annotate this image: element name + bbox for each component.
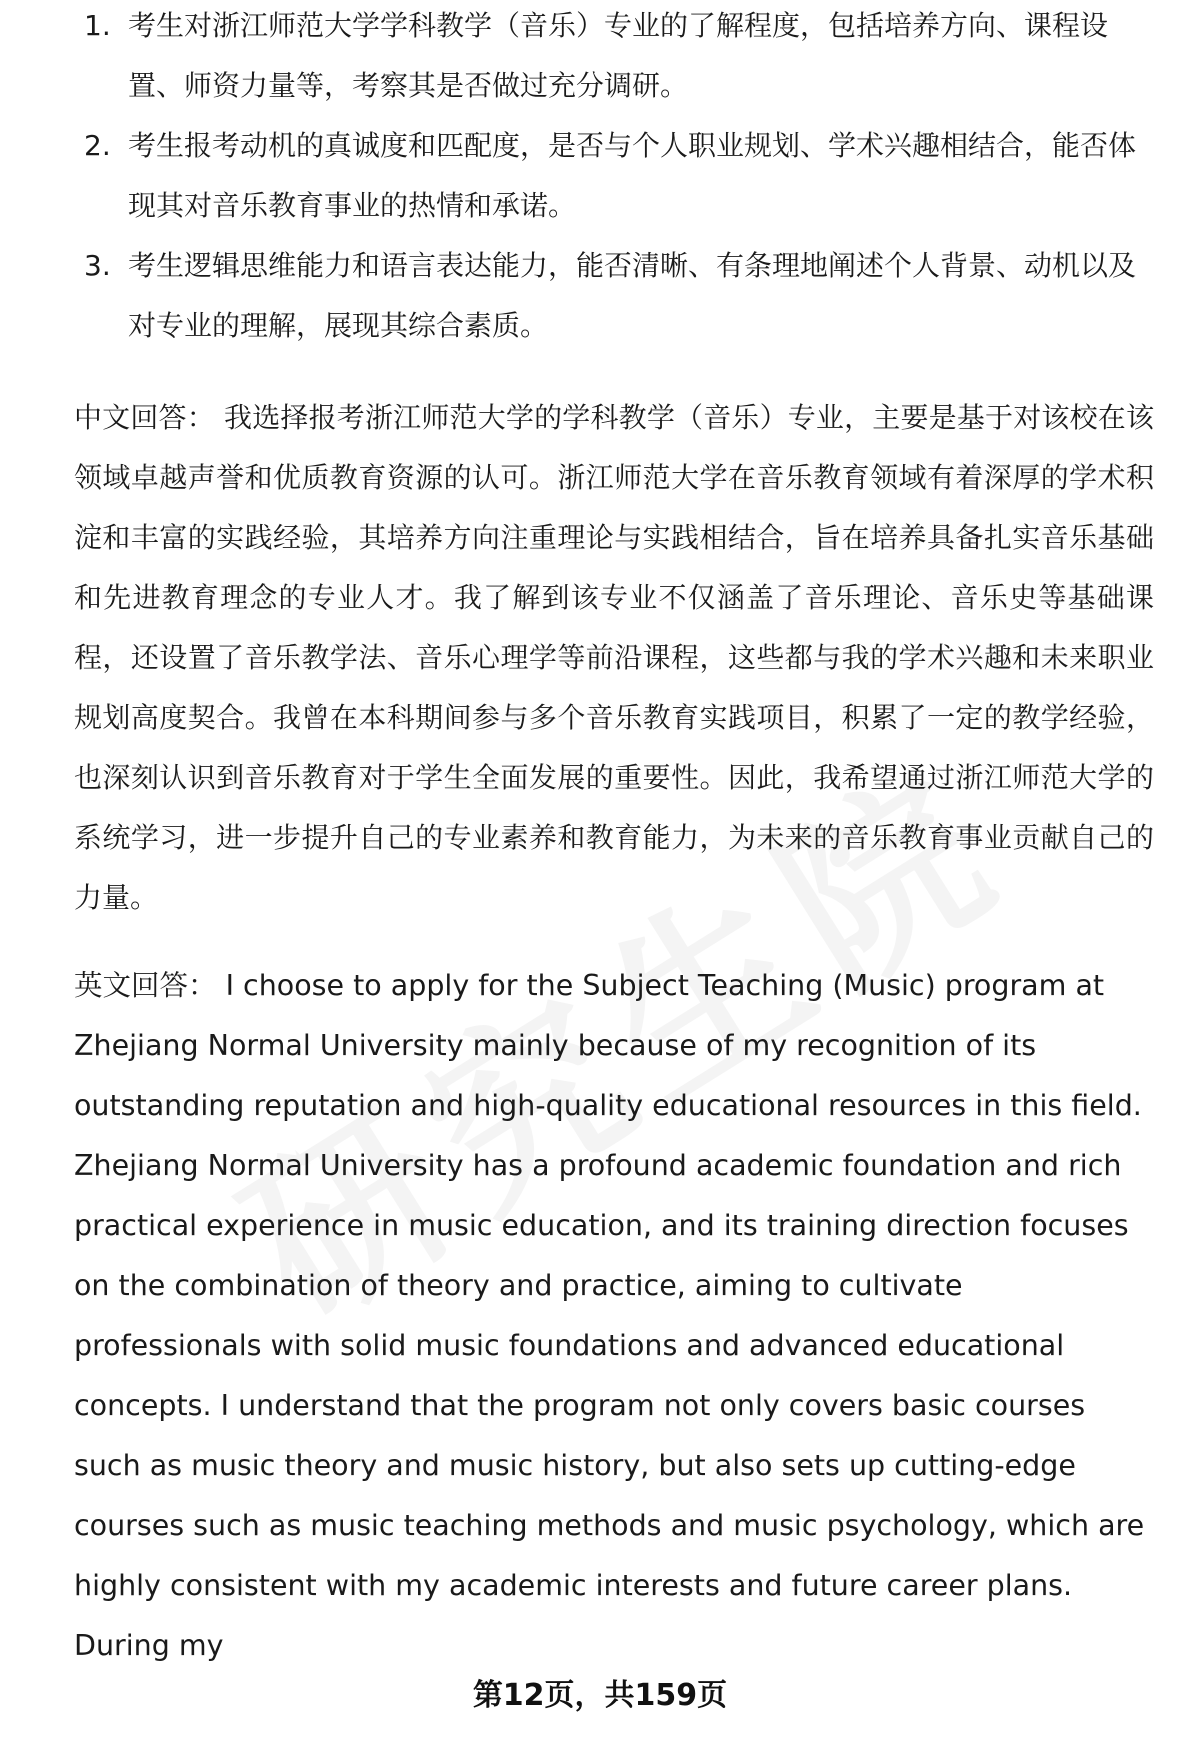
page-content xyxy=(74,9,1154,1676)
english-answer xyxy=(74,956,1154,1676)
chinese-answer xyxy=(74,388,1154,928)
criteria-item xyxy=(74,236,1154,356)
criteria-item xyxy=(74,0,1154,116)
page-number: 第12页，共159页 xyxy=(472,1678,728,1713)
english-answer-label: 英文回答： xyxy=(74,969,217,1002)
criteria-text: 考生对浙江师范大学学科教学（音乐）专业的了解程度，包括培养方向、课程设置、师资力量等，考察其是否做过充分调研。 xyxy=(128,9,1109,102)
criteria-number: 1. xyxy=(84,9,111,42)
criteria-item xyxy=(74,116,1154,236)
evaluation-criteria-list xyxy=(74,0,1154,356)
criteria-number: 2. xyxy=(84,129,111,162)
criteria-text: 考生报考动机的真诚度和匹配度，是否与个人职业规划、学术兴趣相结合，能否体现其对音乐教育事业的热情和承诺。 xyxy=(128,129,1137,222)
criteria-number: 3. xyxy=(84,249,111,282)
english-answer-text: I choose to apply for the Subject Teaching (Music) program at Zhejiang Normal University mainly because of my recognition of its outstanding reputation and high-quality educational resources in this field. Zhejiang Normal University has a profound academic foundation and rich practical experience in music education, and its training direction focuses on the combination of theory and practice, aiming to cultivate professionals with solid music foundations and advanced educational concepts. I understand that the program not only covers basic courses such as music theory and music history, but also sets up cutting-edge courses such as music teaching methods and music psychology, which are highly consistent with my academic interests and future career plans. During my xyxy=(74,969,1145,1662)
criteria-text: 考生逻辑思维能力和语言表达能力，能否清晰、有条理地阐述个人背景、动机以及对专业的理解，展现其综合素质。 xyxy=(128,249,1137,342)
chinese-answer-text: 我选择报考浙江师范大学的学科教学（音乐）专业，主要是基于对该校在该领域卓越声誉和优质教育资源的认可。浙江师范大学在音乐教育领域有着深厚的学术积淀和丰富的实践经验，其培养方向注重理论与实践相结合，旨在培养具备扎实音乐基础和先进教育理念的专业人才。我了解到该专业不仅涵盖了音乐理论、音乐史等基础课程，还设置了音乐教学法、音乐心理学等前沿课程，这些都与我的学术兴趣和未来职业规划高度契合。我曾在本科期间参与多个音乐教育实践项目，积累了一定的教学经验，也深刻认识到音乐教育对于学生全面发展的重要性。因此，我希望通过浙江师范大学的系统学习，进一步提升自己的专业素养和教育能力，为未来的音乐教育事业贡献自己的力量。 xyxy=(74,401,1154,914)
chinese-answer-label: 中文回答： xyxy=(74,401,215,434)
